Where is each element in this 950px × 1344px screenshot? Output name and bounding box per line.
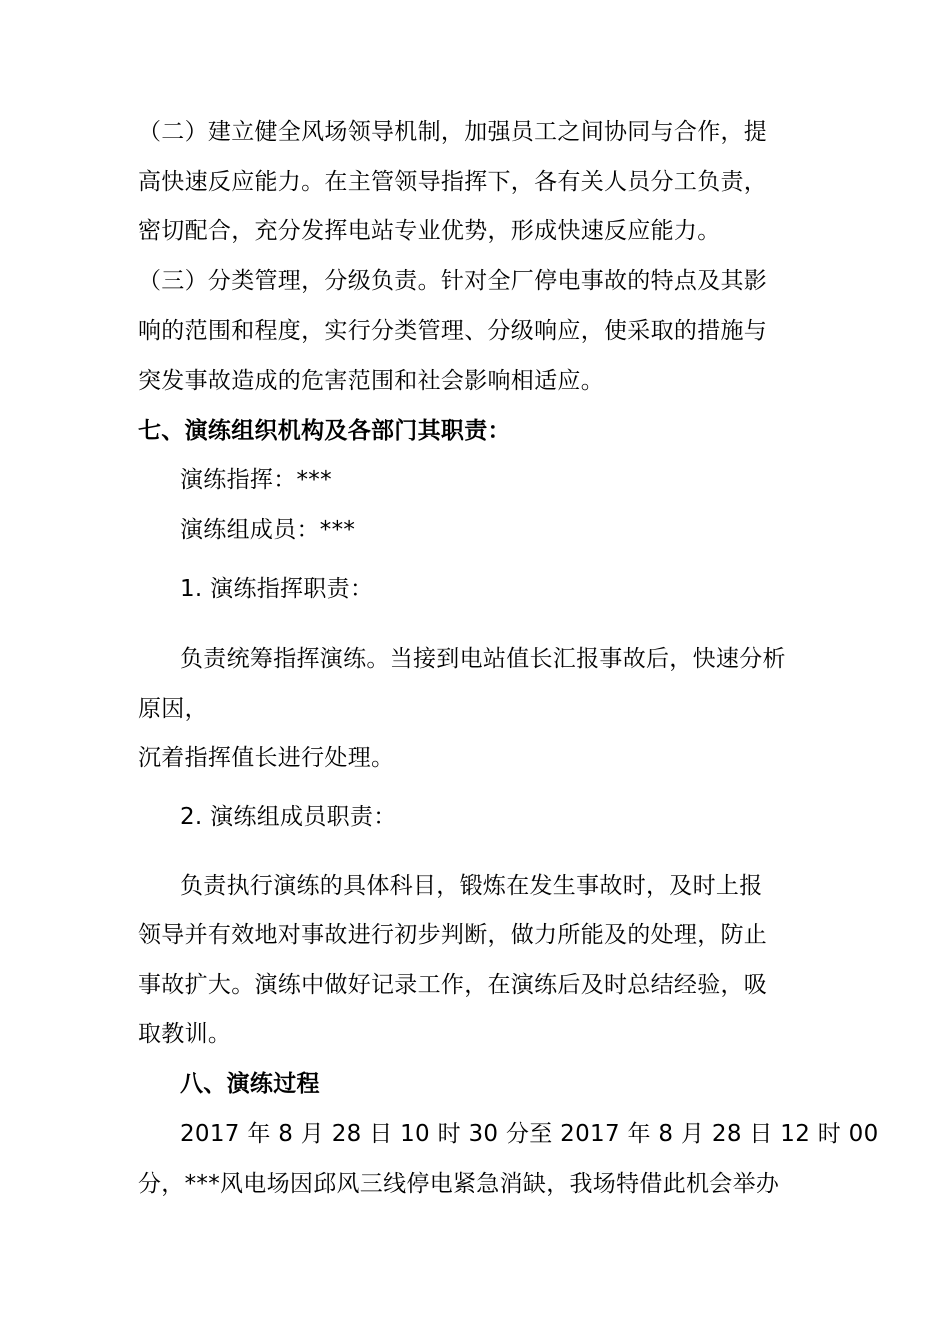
section-heading-7: 七、演练组织机构及各部门其职责： <box>138 418 511 444</box>
paragraph-line: （二）建立健全风场领导机制，加强员工之间协同与合作，提 <box>138 119 768 145</box>
paragraph-line: 事故扩大。演练中做好记录工作，在演练后及时总结经验，吸 <box>138 972 768 998</box>
paragraph-line: 领导并有效地对事故进行初步判断，做力所能及的处理，防止 <box>138 922 768 948</box>
section-heading-8: 八、演练过程 <box>180 1071 320 1097</box>
paragraph-line: 2017 年 8 月 28 日 10 时 30 分至 2017 年 8 月 28 日 12 时 00 <box>180 1121 879 1147</box>
members-line: 演练组成员：*** <box>180 517 356 543</box>
paragraph-line: 负责执行演练的具体科目，锻炼在发生事故时，及时上报 <box>180 873 763 899</box>
paragraph-line: 原因， <box>138 696 208 722</box>
paragraph-line: 突发事故造成的危害范围和社会影响相适应。 <box>138 368 604 394</box>
paragraph-line: 沉着指挥值长进行处理。 <box>138 745 395 771</box>
paragraph-line: 响的范围和程度，实行分类管理、分级响应，使采取的措施与 <box>138 318 768 344</box>
paragraph-line: 分，***风电场因邱风三线停电紧急消缺，我场特借此机会举办 <box>138 1171 780 1197</box>
paragraph-line: 取教训。 <box>138 1021 232 1047</box>
paragraph-line: （三）分类管理，分级负责。针对全厂停电事故的特点及其影 <box>138 268 768 294</box>
paragraph-line: 高快速反应能力。在主管领导指挥下，各有关人员分工负责， <box>138 169 768 195</box>
paragraph-line: 负责统筹指挥演练。当接到电站值长汇报事故后，快速分析 <box>180 646 786 672</box>
paragraph-line: 密切配合，充分发挥电站专业优势，形成快速反应能力。 <box>138 218 721 244</box>
subheading-1: 1. 演练指挥职责： <box>180 576 374 602</box>
commander-line: 演练指挥：*** <box>180 467 332 493</box>
subheading-2: 2. 演练组成员职责： <box>180 804 397 830</box>
